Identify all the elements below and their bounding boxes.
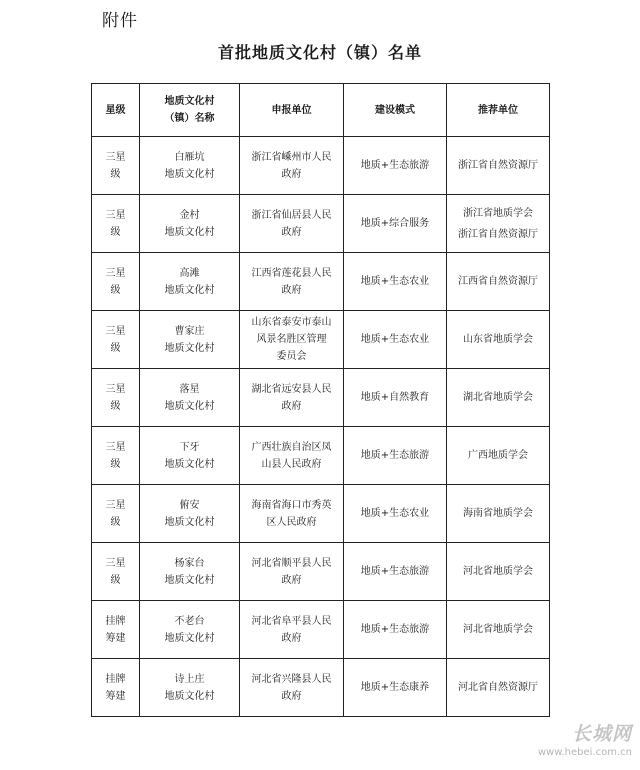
cell-village-name: 高滩 地质文化村 <box>140 253 240 311</box>
cell-applicant: 海南省海口市秀英 区人民政府 <box>240 485 344 543</box>
header-construction-mode: 建设模式 <box>344 84 447 137</box>
cell-recommender: 浙江省地质学会 浙江省自然资源厅 <box>447 195 550 253</box>
table-row <box>92 659 550 717</box>
cell-village-name: 下牙 地质文化村 <box>140 427 240 485</box>
cell-village-name: 诗上庄 地质文化村 <box>140 659 240 717</box>
cell-construction-mode: 地质+生态农业 <box>344 253 447 311</box>
header-recommender: 推荐单位 <box>447 84 550 137</box>
cell-village-name: 金村 地质文化村 <box>140 195 240 253</box>
cell-star-level: 三星 级 <box>92 195 140 253</box>
cell-applicant: 广西壮族自治区凤 山县人民政府 <box>240 427 344 485</box>
cell-recommender: 山东省地质学会 <box>447 311 550 369</box>
watermark-url: www.hebei.com.cn <box>537 747 632 758</box>
table-row <box>92 369 550 427</box>
cell-star-level: 三星 级 <box>92 369 140 427</box>
watermark-logo: 长城网 <box>571 723 632 745</box>
cell-construction-mode: 地质+自然教育 <box>344 369 447 427</box>
cell-applicant: 浙江省仙居县人民 政府 <box>240 195 344 253</box>
cell-recommender: 河北省自然资源厅 <box>447 659 550 717</box>
cell-village-name: 曹家庄 地质文化村 <box>140 311 240 369</box>
cell-applicant: 河北省兴隆县人民 政府 <box>240 659 344 717</box>
cell-star-level: 挂牌 筹建 <box>92 601 140 659</box>
header-village-name: 地质文化村 （镇）名称 <box>140 84 240 137</box>
cell-construction-mode: 地质+生态旅游 <box>344 137 447 195</box>
cell-applicant: 河北省顺平县人民 政府 <box>240 543 344 601</box>
cell-star-level: 挂牌 筹建 <box>92 659 140 717</box>
cell-construction-mode: 地质+综合服务 <box>344 195 447 253</box>
table-row <box>92 195 550 253</box>
cell-village-name: 落星 地质文化村 <box>140 369 240 427</box>
header-applicant: 申报单位 <box>240 84 344 137</box>
table-row <box>92 543 550 601</box>
cell-star-level: 三星 级 <box>92 253 140 311</box>
cell-star-level: 三星 级 <box>92 485 140 543</box>
cell-village-name: 白雁坑 地质文化村 <box>140 137 240 195</box>
cell-construction-mode: 地质+生态康养 <box>344 659 447 717</box>
table-body <box>92 137 550 717</box>
cell-applicant: 湖北省远安县人民 政府 <box>240 369 344 427</box>
cell-construction-mode: 地质+生态农业 <box>344 311 447 369</box>
cell-star-level: 三星 级 <box>92 137 140 195</box>
cell-star-level: 三星 级 <box>92 427 140 485</box>
cell-recommender: 海南省地质学会 <box>447 485 550 543</box>
cell-construction-mode: 地质+生态农业 <box>344 485 447 543</box>
cell-star-level: 三星 级 <box>92 543 140 601</box>
table-row <box>92 311 550 369</box>
cell-recommender: 广西地质学会 <box>447 427 550 485</box>
attachment-label: 附件 <box>102 11 138 31</box>
cell-village-name: 俯安 地质文化村 <box>140 485 240 543</box>
cell-construction-mode: 地质+生态旅游 <box>344 543 447 601</box>
village-list-table <box>91 83 550 717</box>
cell-recommender: 湖北省地质学会 <box>447 369 550 427</box>
cell-recommender: 江西省自然资源厅 <box>447 253 550 311</box>
header-star-level: 星级 <box>92 84 140 137</box>
cell-recommender: 河北省地质学会 <box>447 601 550 659</box>
cell-applicant: 浙江省嵊州市人民 政府 <box>240 137 344 195</box>
table-row <box>92 485 550 543</box>
cell-construction-mode: 地质+生态旅游 <box>344 427 447 485</box>
cell-applicant: 山东省泰安市泰山 风景名胜区管理 委员会 <box>240 311 344 369</box>
cell-village-name: 不老台 地质文化村 <box>140 601 240 659</box>
cell-recommender: 浙江省自然资源厅 <box>447 137 550 195</box>
cell-applicant: 河北省阜平县人民 政府 <box>240 601 344 659</box>
document-title: 首批地质文化村（镇）名单 <box>217 43 422 62</box>
table-header-row <box>92 84 550 137</box>
table-row <box>92 427 550 485</box>
cell-village-name: 杨家台 地质文化村 <box>140 543 240 601</box>
table-row <box>92 601 550 659</box>
table-row <box>92 253 550 311</box>
cell-applicant: 江西省莲花县人民 政府 <box>240 253 344 311</box>
table-row <box>92 137 550 195</box>
cell-construction-mode: 地质+生态旅游 <box>344 601 447 659</box>
cell-star-level: 三星 级 <box>92 311 140 369</box>
site-watermark <box>538 719 632 758</box>
cell-recommender: 河北省地质学会 <box>447 543 550 601</box>
